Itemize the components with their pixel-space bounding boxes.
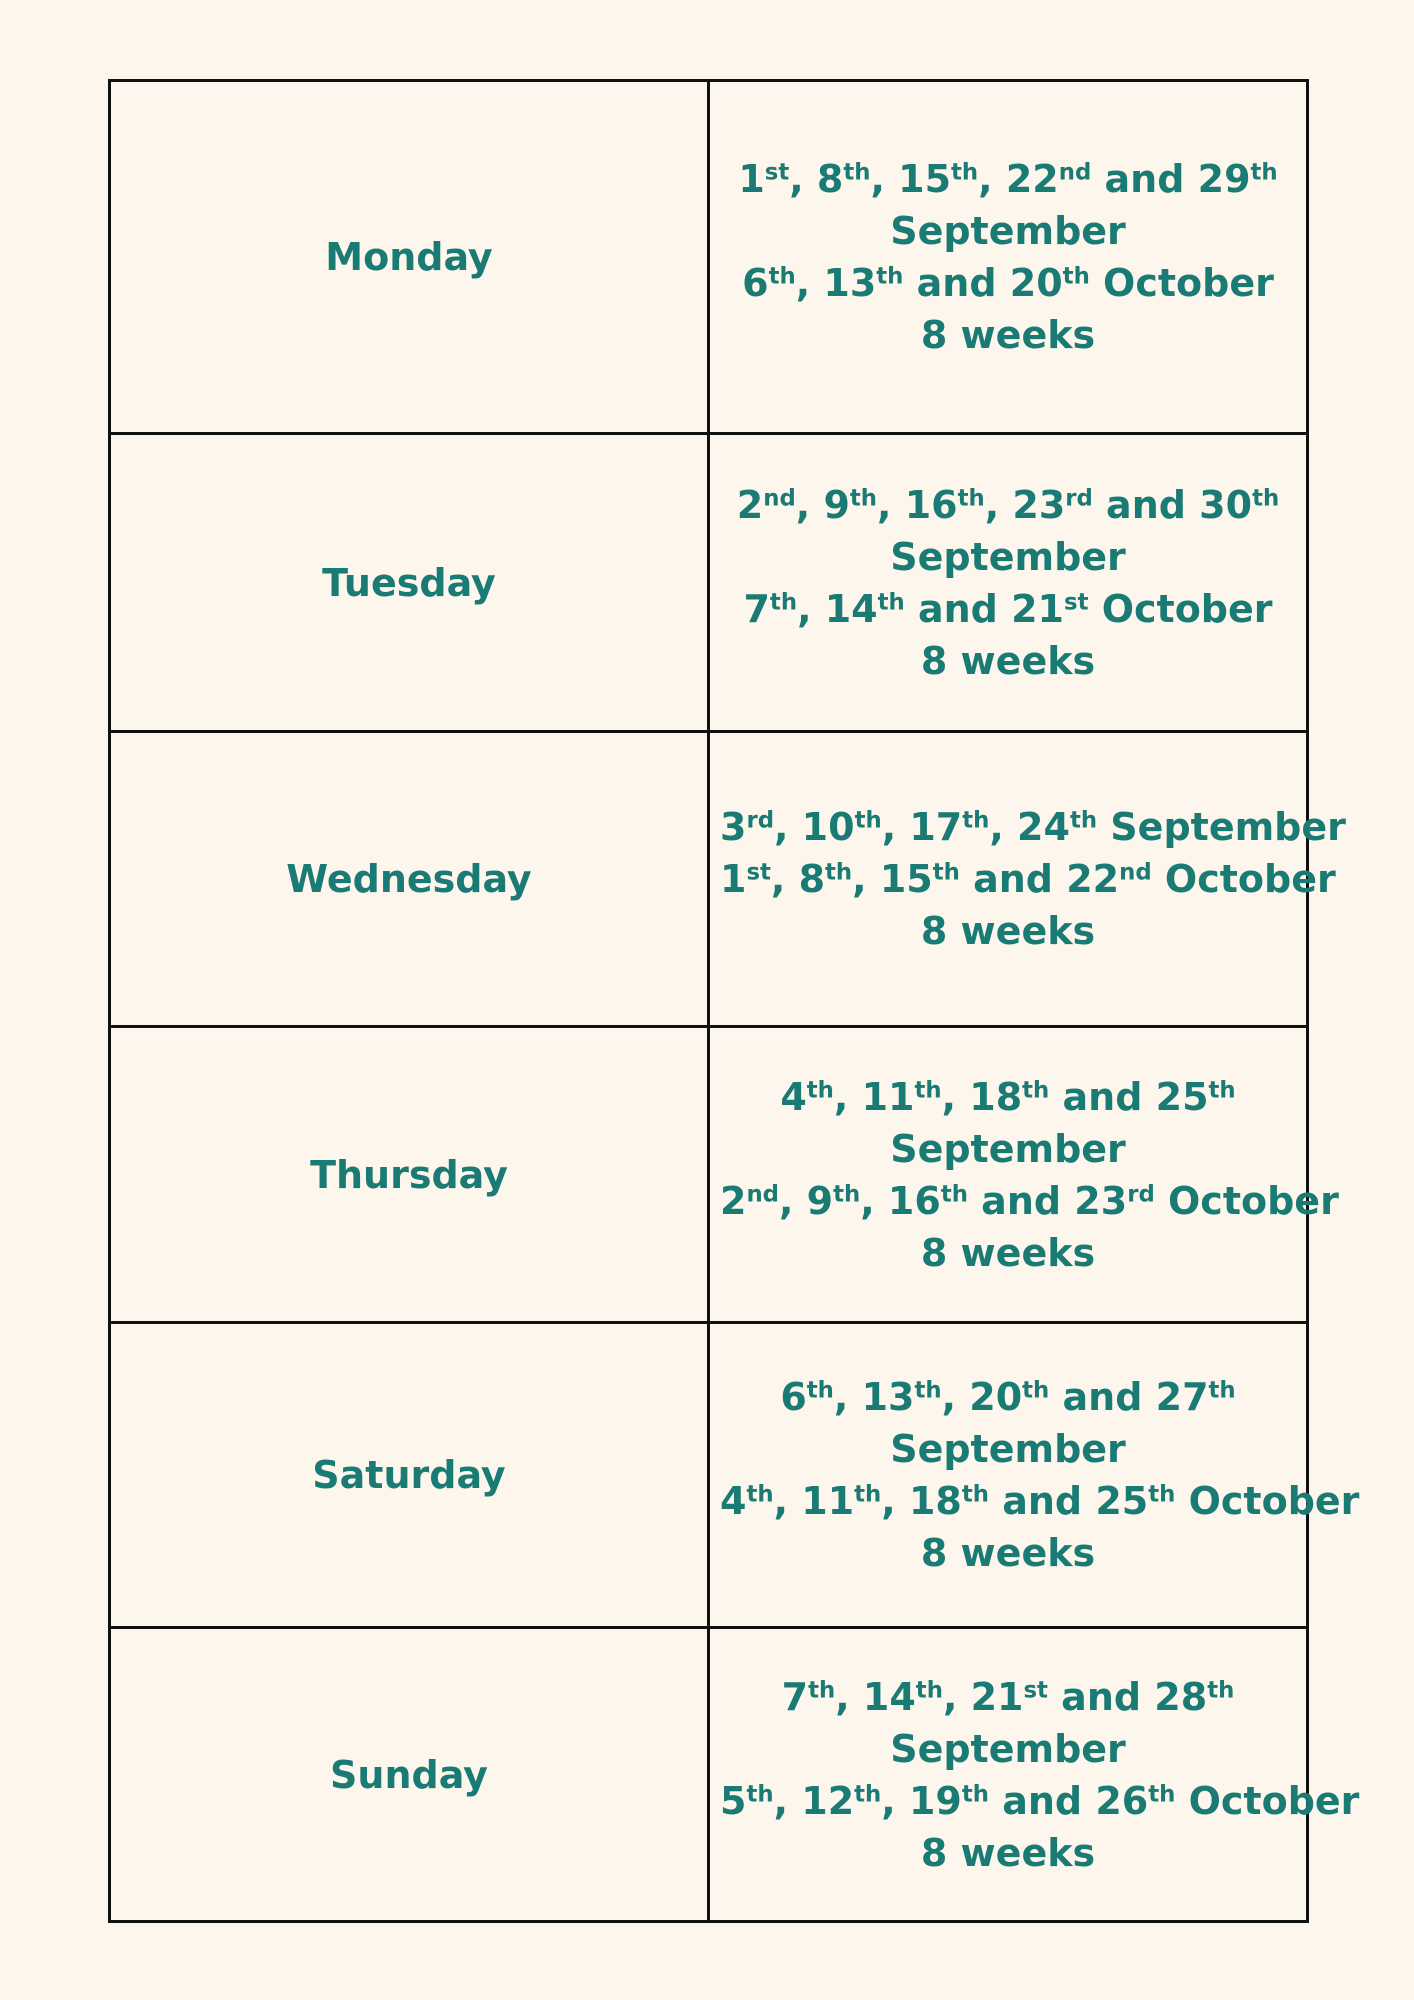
date-text: 8 weeks xyxy=(920,313,1096,357)
ordinal-suffix: th xyxy=(1022,1377,1050,1404)
ordinal-suffix: th xyxy=(833,1180,861,1207)
date-text: 6 xyxy=(780,1375,807,1419)
ordinal-suffix: th xyxy=(825,859,853,886)
date-text: 1 xyxy=(720,857,747,901)
ordinal-suffix: th xyxy=(1207,1676,1235,1703)
ordinal-suffix: rd xyxy=(746,807,775,834)
date-text: and 22 xyxy=(959,857,1120,901)
date-text: October xyxy=(1151,857,1336,901)
ordinal-suffix: th xyxy=(1208,1076,1236,1103)
date-text: , 22 xyxy=(978,157,1059,201)
ordinal-suffix: th xyxy=(1062,263,1090,290)
date-text: and 30 xyxy=(1092,482,1253,527)
ordinal-suffix: th xyxy=(808,1676,836,1703)
date-line xyxy=(720,1371,1296,1423)
ordinal-suffix: th xyxy=(768,263,796,290)
date-text: , 14 xyxy=(835,1674,916,1719)
ordinal-suffix: th xyxy=(854,1481,882,1508)
ordinal-suffix: th xyxy=(961,1780,989,1807)
ordinal-suffix: th xyxy=(951,159,979,186)
table-row xyxy=(110,81,1308,434)
dates-cell-wednesday xyxy=(709,732,1346,1027)
ordinal-suffix: th xyxy=(914,1377,942,1404)
date-line xyxy=(720,583,1296,635)
ordinal-suffix: th xyxy=(1022,1076,1050,1103)
ordinal-suffix: nd xyxy=(763,484,796,511)
date-text: and 26 xyxy=(988,1778,1149,1823)
date-text: October xyxy=(1175,1778,1360,1823)
table-row xyxy=(110,1628,1308,1922)
date-text: and 23 xyxy=(967,1178,1128,1223)
dates-cell-monday xyxy=(709,81,1308,434)
table-row xyxy=(110,434,1308,732)
date-text: 7 xyxy=(781,1674,809,1719)
day-cell-sunday: Sunday xyxy=(110,1628,709,1922)
date-text: , 15 xyxy=(870,157,952,201)
date-text: September xyxy=(890,1427,1126,1471)
date-text: , 11 xyxy=(773,1479,855,1523)
ordinal-suffix: rd xyxy=(1065,484,1093,511)
day-cell-thursday: Thursday xyxy=(110,1027,709,1323)
date-text: , 19 xyxy=(881,1778,962,1823)
date-text: and 29 xyxy=(1091,157,1251,201)
ordinal-suffix: th xyxy=(877,588,905,615)
ordinal-suffix: th xyxy=(1252,484,1280,511)
date-text: , 17 xyxy=(881,805,963,849)
date-text: 1 xyxy=(738,157,765,201)
ordinal-suffix: th xyxy=(915,1676,943,1703)
day-cell-tuesday: Tuesday xyxy=(110,434,709,732)
date-text: , 10 xyxy=(774,805,855,849)
ordinal-suffix: th xyxy=(769,588,798,615)
date-text: 3 xyxy=(720,805,747,849)
date-text: 8 weeks xyxy=(920,1830,1096,1875)
date-line xyxy=(720,257,1296,309)
date-text: September xyxy=(1097,805,1346,849)
date-text: , 24 xyxy=(989,805,1070,849)
ordinal-suffix: th xyxy=(806,1076,834,1103)
date-line xyxy=(720,1123,1296,1175)
table-row xyxy=(110,1027,1308,1323)
date-line xyxy=(720,1827,1296,1879)
date-text: , 13 xyxy=(833,1375,915,1419)
table-row xyxy=(110,732,1308,1027)
date-text: , 18 xyxy=(881,1479,962,1523)
date-text: and 20 xyxy=(903,261,1063,305)
date-text: , 20 xyxy=(941,1375,1023,1419)
date-text: September xyxy=(890,209,1126,253)
dates-cell-tuesday xyxy=(709,434,1308,732)
date-line xyxy=(720,1775,1360,1827)
ordinal-suffix: th xyxy=(940,1180,968,1207)
date-text: September xyxy=(890,1126,1126,1171)
date-line xyxy=(720,1175,1339,1227)
ordinal-suffix: th xyxy=(746,1780,774,1807)
ordinal-suffix: st xyxy=(746,859,771,886)
date-text: , 11 xyxy=(833,1074,915,1119)
date-line xyxy=(720,1671,1296,1723)
ordinal-suffix: th xyxy=(1208,1377,1236,1404)
date-line xyxy=(720,1723,1296,1775)
day-cell-wednesday: Wednesday xyxy=(110,732,709,1027)
date-text: , 8 xyxy=(770,857,826,901)
ordinal-suffix: th xyxy=(876,263,904,290)
date-text: 8 weeks xyxy=(920,1230,1096,1275)
ordinal-suffix: th xyxy=(854,807,882,834)
date-text: October xyxy=(1089,261,1274,305)
date-text: , 12 xyxy=(773,1778,855,1823)
date-line xyxy=(720,1423,1296,1475)
date-line xyxy=(720,853,1336,905)
ordinal-suffix: nd xyxy=(1058,159,1092,186)
date-line xyxy=(720,205,1296,257)
ordinal-suffix: st xyxy=(1023,1676,1048,1703)
date-text: September xyxy=(890,1726,1126,1771)
ordinal-suffix: th xyxy=(1069,807,1098,834)
ordinal-suffix: nd xyxy=(1119,859,1152,886)
date-text: 4 xyxy=(720,1479,747,1523)
date-text: and 25 xyxy=(988,1479,1149,1523)
ordinal-suffix: th xyxy=(1148,1780,1176,1807)
date-text: 2 xyxy=(736,482,764,527)
ordinal-suffix: th xyxy=(854,1780,882,1807)
date-text: , 13 xyxy=(795,261,877,305)
date-text: 5 xyxy=(720,1778,747,1823)
date-line xyxy=(720,905,1296,957)
schedule-table xyxy=(108,79,1360,1923)
date-text: 8 weeks xyxy=(920,909,1096,953)
date-line xyxy=(720,1071,1296,1123)
date-text: , 9 xyxy=(779,1178,834,1223)
date-text: 7 xyxy=(743,586,770,631)
ordinal-suffix: th xyxy=(957,484,985,511)
date-text: , 23 xyxy=(984,482,1066,527)
date-text: , 18 xyxy=(941,1074,1023,1119)
ordinal-suffix: st xyxy=(764,159,790,186)
date-text: and 27 xyxy=(1049,1375,1209,1419)
dates-cell-sunday xyxy=(709,1628,1360,1922)
ordinal-suffix: th xyxy=(1250,159,1278,186)
date-text: October xyxy=(1088,586,1273,631)
day-cell-saturday: Saturday xyxy=(110,1323,709,1628)
date-text: October xyxy=(1175,1479,1360,1523)
ordinal-suffix: th xyxy=(849,484,878,511)
ordinal-suffix: nd xyxy=(746,1180,780,1207)
ordinal-suffix: th xyxy=(806,1377,834,1404)
day-cell-monday: Monday xyxy=(110,81,709,434)
ordinal-suffix: th xyxy=(961,1481,989,1508)
date-text: September xyxy=(890,534,1126,579)
date-text: , 16 xyxy=(877,482,958,527)
dates-cell-thursday xyxy=(709,1027,1339,1323)
date-line xyxy=(720,635,1296,687)
date-text: , 14 xyxy=(797,586,878,631)
ordinal-suffix: th xyxy=(1148,1481,1176,1508)
date-line xyxy=(720,1227,1296,1279)
ordinal-suffix: th xyxy=(914,1076,942,1103)
ordinal-suffix: th xyxy=(932,859,960,886)
date-text: and 21 xyxy=(904,586,1064,631)
date-text: 2 xyxy=(720,1178,747,1223)
date-text: and 28 xyxy=(1047,1674,1208,1719)
ordinal-suffix: st xyxy=(1064,588,1089,615)
date-line xyxy=(720,801,1346,853)
date-line xyxy=(720,1527,1296,1579)
date-text: 4 xyxy=(780,1074,807,1119)
date-text: , 9 xyxy=(795,482,850,527)
date-text: , 8 xyxy=(789,157,844,201)
date-text: , 21 xyxy=(942,1674,1024,1719)
date-line xyxy=(720,479,1296,531)
date-text: 8 weeks xyxy=(920,1531,1096,1575)
table-row xyxy=(110,1323,1308,1628)
dates-cell-saturday xyxy=(709,1323,1360,1628)
date-text: 8 weeks xyxy=(920,638,1096,683)
date-text: and 25 xyxy=(1049,1074,1209,1119)
ordinal-suffix: rd xyxy=(1127,1180,1155,1207)
date-line xyxy=(720,153,1296,205)
schedule-body xyxy=(110,81,1360,1922)
ordinal-suffix: th xyxy=(962,807,990,834)
date-line xyxy=(720,531,1296,583)
date-text: , 15 xyxy=(852,857,933,901)
ordinal-suffix: th xyxy=(746,1481,774,1508)
date-line xyxy=(720,309,1296,361)
date-text: 6 xyxy=(742,261,769,305)
ordinal-suffix: th xyxy=(843,159,871,186)
date-line xyxy=(720,1475,1360,1527)
date-text: , 16 xyxy=(860,1178,941,1223)
date-text: October xyxy=(1154,1178,1339,1223)
